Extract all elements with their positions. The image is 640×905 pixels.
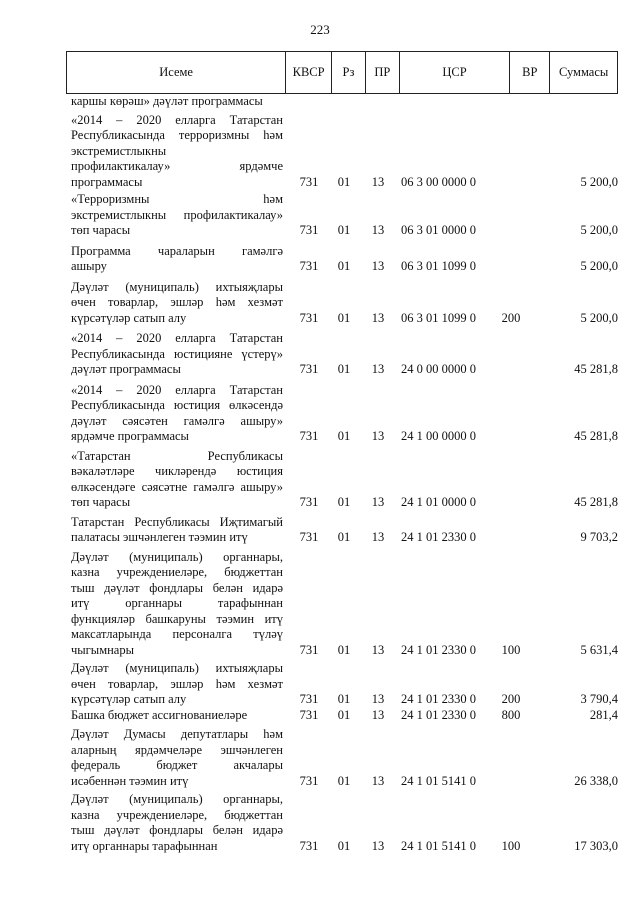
kvsr-cell: 731	[299, 223, 319, 237]
pr-cell: 13	[371, 838, 385, 853]
table-row	[0, 331, 640, 378]
rz-cell: 01	[337, 838, 351, 853]
row-name	[71, 727, 283, 789]
pr-cell: 13	[371, 773, 385, 788]
row-name-line: ашыру	[71, 259, 107, 273]
table-row	[0, 192, 640, 239]
csr-cell: 24 1 01 5141 0	[401, 773, 476, 788]
sum-cell: 5 631,4	[580, 642, 618, 657]
sum-cell: 281,4	[589, 707, 618, 722]
row-name-line: профилактикалау» ярдәмче	[71, 159, 283, 173]
header-csr: ЦСР	[400, 52, 511, 93]
header-sum: Суммасы	[558, 65, 609, 79]
csr-cell: 06 3 01 1099 0	[401, 310, 476, 325]
row-name-line: итү органнары тарафыннан	[71, 838, 218, 853]
row-name	[71, 244, 283, 275]
row-name	[71, 113, 283, 191]
rz-cell: 01	[337, 259, 351, 273]
kvsr-cell: 731	[299, 429, 319, 443]
pr-cell: 13	[371, 530, 385, 544]
row-name	[71, 515, 283, 546]
sum-cell: 17 303,0	[574, 838, 618, 853]
row-name	[71, 94, 283, 110]
kvsr-cell: 731	[299, 530, 319, 544]
pr-cell: 13	[371, 174, 385, 189]
row-name-line: федераль бюджет акчалары	[71, 758, 283, 772]
csr-cell: 24 1 01 2330 0	[401, 530, 476, 544]
rz-cell: 01	[337, 362, 351, 376]
table-row	[0, 661, 640, 708]
sum-cell: 5 200,0	[580, 174, 618, 189]
page-number: 223	[310, 22, 330, 37]
csr-cell: 06 3 00 0000 0	[401, 174, 476, 189]
sum-cell: 5 200,0	[580, 310, 618, 325]
kvsr-cell: 731	[299, 692, 319, 706]
table-row	[0, 113, 640, 191]
row-name-line: «2014 – 2020 елларга Татарстан	[71, 382, 283, 397]
rz-cell: 01	[337, 530, 351, 544]
table-header	[66, 51, 618, 94]
row-name-line: төп чарасы	[71, 495, 131, 509]
table-body	[0, 94, 640, 854]
row-name	[71, 449, 283, 511]
sum-cell: 3 790,4	[580, 692, 618, 706]
row-name-line: аларның ярдәмчеләре эшчәнлеген	[71, 742, 283, 757]
kvsr-cell: 731	[299, 362, 319, 376]
row-name-line: ярдәмче программасы	[71, 429, 189, 443]
sum-cell: 5 200,0	[580, 223, 618, 237]
pr-cell: 13	[371, 223, 385, 237]
vr-cell: 100	[501, 838, 521, 853]
row-name-line: итү органнары тарафыннан	[71, 596, 283, 610]
vr-cell: 800	[501, 707, 521, 722]
rz-cell: 01	[337, 310, 351, 325]
row-name-line: функцияләр башкаруны тәэмин итү	[71, 611, 283, 626]
table-row	[0, 515, 640, 546]
header-pr: ПР	[366, 52, 400, 93]
kvsr-cell: 731	[299, 838, 319, 853]
csr-cell: 24 1 01 0000 0	[401, 495, 476, 509]
header-name: Исеме	[67, 52, 286, 93]
row-name-line: Дәүләт (муниципаль) ихтыяҗлары	[71, 661, 283, 675]
row-name	[71, 792, 283, 854]
header-kvsr: КВСР	[286, 52, 332, 93]
row-name	[71, 192, 283, 239]
kvsr-cell: 731	[299, 174, 319, 189]
row-name	[71, 661, 283, 708]
row-name	[71, 550, 283, 659]
row-name-line: күрсәтүләр сатып алу	[71, 310, 187, 325]
kvsr-cell: 731	[299, 259, 319, 273]
pr-cell: 13	[371, 495, 385, 509]
row-name-line: Татарстан Республикасы Иҗтимагый	[71, 514, 283, 529]
row-name-line: Программа чараларын гамәлгә	[71, 243, 283, 258]
row-name-line: дәүләт программасы	[71, 362, 181, 376]
pr-cell: 13	[371, 692, 385, 706]
row-name-line: каршы көрәш» дәүләт программасы	[71, 94, 263, 108]
csr-cell: 24 1 01 5141 0	[401, 838, 476, 853]
row-name-line: Дәүләт (муниципаль) органнары,	[71, 792, 283, 806]
pr-cell: 13	[371, 642, 385, 657]
kvsr-cell: 731	[299, 495, 319, 509]
csr-cell: 24 1 01 2330 0	[401, 642, 476, 657]
row-name-line: вәкаләтләре чикләрендә юстиция	[71, 464, 283, 478]
rz-cell: 01	[337, 174, 351, 189]
row-name-line: исәбеннән тәэмин итү	[71, 773, 189, 788]
vr-cell: 200	[501, 692, 521, 706]
header-vr: ВР	[510, 52, 550, 93]
sum-cell: 45 281,8	[574, 362, 618, 376]
row-name-line: «Терроризмны һәм	[71, 192, 283, 206]
row-name-line: Башка бюджет ассигнованиеләре	[71, 707, 248, 722]
sum-cell: 26 338,0	[574, 773, 618, 788]
rz-cell: 01	[337, 707, 351, 722]
row-name-line: «Татарстан Республикасы	[71, 448, 283, 463]
vr-cell: 100	[501, 642, 521, 657]
table-row	[0, 727, 640, 789]
row-name-line: Республикасында терроризмны һәм	[71, 128, 283, 142]
csr-cell: 24 1 01 2330 0	[401, 707, 476, 722]
row-name-line: казна учреждениеләре, бюджеттан	[71, 565, 283, 579]
csr-cell: 06 3 01 0000 0	[401, 223, 476, 237]
pr-cell: 13	[371, 259, 385, 273]
kvsr-cell: 731	[299, 707, 319, 722]
kvsr-cell: 731	[299, 773, 319, 788]
kvsr-cell: 731	[299, 310, 319, 325]
row-name-line: Республикасында юстиция өлкәсендә	[71, 398, 283, 412]
csr-cell: 06 3 01 1099 0	[401, 259, 476, 273]
rz-cell: 01	[337, 642, 351, 657]
rz-cell: 01	[337, 223, 351, 237]
table-row	[0, 708, 640, 724]
pr-cell: 13	[371, 707, 385, 722]
csr-cell: 24 1 00 0000 0	[401, 429, 476, 443]
row-name-line: Республикасында юстицияне үстерү»	[71, 346, 283, 361]
row-name-line: экстремистлыкны	[71, 143, 167, 158]
kvsr-cell: 731	[299, 642, 319, 657]
vr-cell: 200	[501, 310, 521, 325]
row-name-line: тыш дәүләт фондлары белән идарә	[71, 580, 283, 595]
row-name-line: күрсәтүләр сатып алу	[71, 692, 187, 706]
csr-cell: 24 0 00 0000 0	[401, 362, 476, 376]
row-name	[71, 331, 283, 378]
row-name-line: казна учреждениеләре, бюджеттан	[71, 807, 283, 822]
table-row	[0, 550, 640, 659]
row-name	[71, 708, 283, 724]
rz-cell: 01	[337, 773, 351, 788]
row-name	[71, 280, 283, 327]
row-name-line: төп чарасы	[71, 223, 131, 237]
pr-cell: 13	[371, 429, 385, 443]
row-name-line: өчен товарлар, эшләр һәм хезмәт	[71, 676, 283, 691]
table-row	[0, 244, 640, 275]
row-name-line: экстремистлыкны профилактикалау»	[71, 207, 283, 222]
row-name-line: палатасы эшчәнлеген тәэмин итү	[71, 530, 248, 544]
table-row	[0, 792, 640, 854]
row-name	[71, 383, 283, 445]
row-name-line: өлкәсендәге сәясәтне гамәлгә ашыру»	[71, 479, 283, 494]
rz-cell: 01	[337, 692, 351, 706]
row-name-line: Дәүләт (муниципаль) ихтыяҗлары	[71, 279, 283, 294]
row-name-line: чыгымнары	[71, 642, 135, 657]
rz-cell: 01	[337, 429, 351, 443]
table-row	[0, 94, 640, 110]
row-name-line: Дәүләт (муниципаль) органнары,	[71, 549, 283, 564]
row-name-line: «2014 – 2020 елларга Татарстан	[71, 112, 283, 127]
row-name-line: программасы	[71, 174, 143, 189]
sum-cell: 45 281,8	[574, 495, 618, 509]
row-name-line: «2014 – 2020 елларга Татарстан	[71, 331, 283, 345]
csr-cell: 24 1 01 2330 0	[401, 692, 476, 706]
sum-cell: 9 703,2	[580, 530, 618, 544]
header-rz: Рз	[332, 52, 366, 93]
pr-cell: 13	[371, 362, 385, 376]
rz-cell: 01	[337, 495, 351, 509]
table-row	[0, 280, 640, 327]
row-name-line: максатларында персоналга түләү	[71, 627, 283, 641]
sum-cell: 5 200,0	[580, 259, 618, 273]
sum-cell: 45 281,8	[574, 429, 618, 443]
pr-cell: 13	[371, 310, 385, 325]
table-row	[0, 449, 640, 511]
row-name-line: Дәүләт Думасы депутатлары һәм	[71, 727, 283, 741]
row-name-line: дәүләт сәясәтен гамәлгә ашыру»	[71, 413, 283, 428]
row-name-line: өчен товарлар, эшләр һәм хезмәт	[71, 295, 283, 309]
row-name-line: тыш дәүләт фондлары белән идарә	[71, 823, 283, 837]
table-row	[0, 383, 640, 445]
